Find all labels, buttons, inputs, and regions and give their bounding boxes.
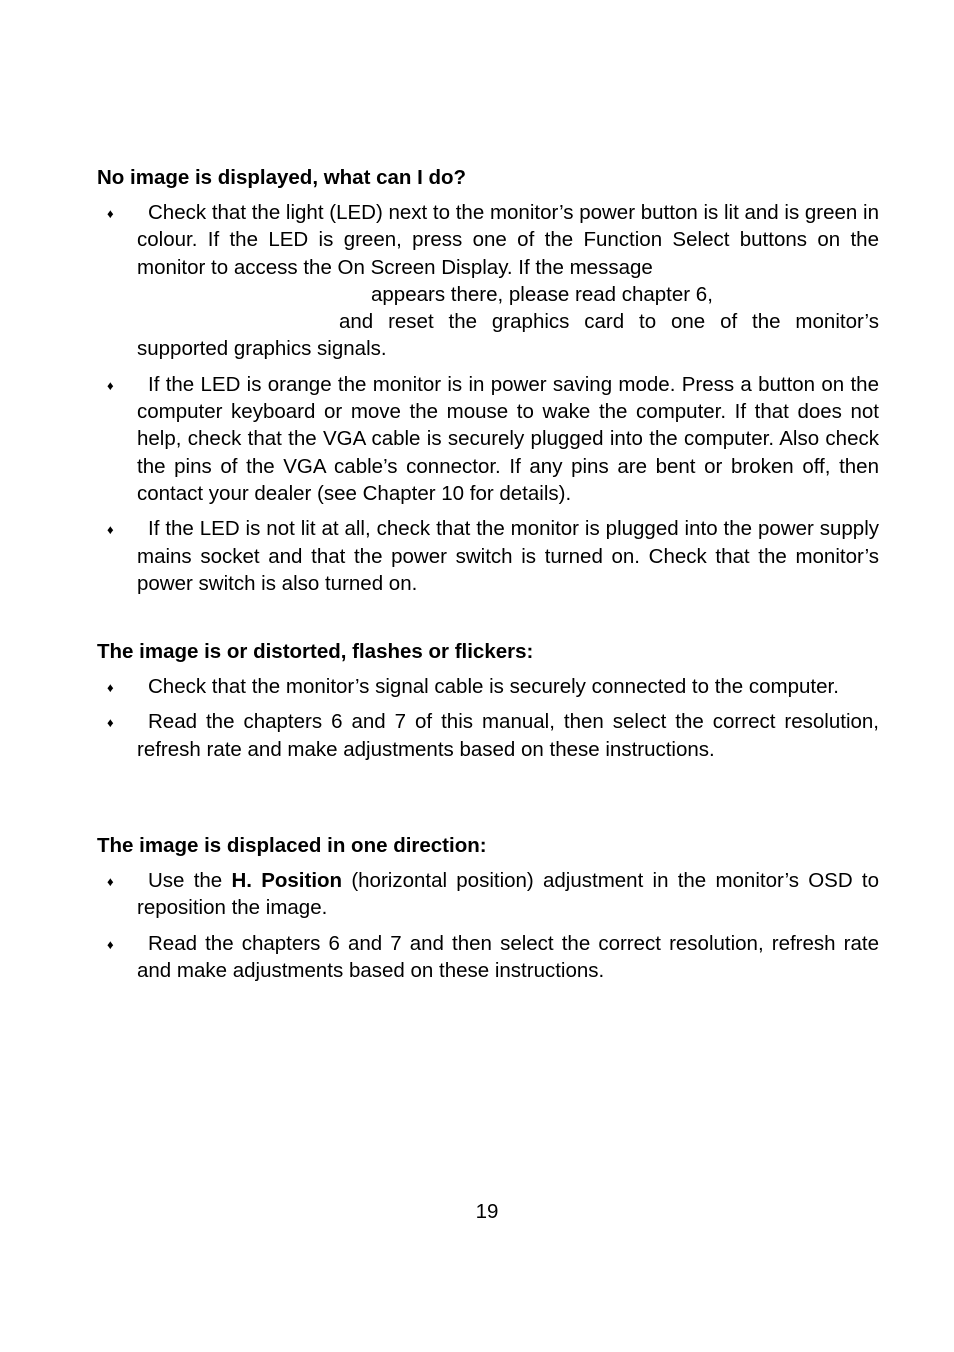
list-item (97, 867, 879, 922)
item-text: Read the chapters 6 and 7 of this manual, then select the correct resolution, refresh rate and make adjustments based on these instructions. (137, 710, 879, 761)
section-heading: No image is displayed, what can I do? (97, 166, 467, 189)
item-text: If the LED is orange the monitor is in power saving mode. Press a button on the computer keyboard or move the mouse to wake the computer. If that does not help, check that the VGA cable is securely plugged into the computer. Also check the pins of the VGA cable’s connector. If any pins are bent or broken off, then contact your dealer (see Chapter 10 for details). (137, 372, 879, 505)
item-text: Read the chapters 6 and 7 and then select the correct resolution, refresh rate and make adjustments based on these instructions. (137, 931, 879, 982)
item-text-continued: and reset the graphics card to one of the monitor’s (339, 310, 879, 334)
diamond-bullet-icon: ♦ (107, 874, 114, 889)
section-heading: The image is or distorted, flashes or flickers: (97, 640, 534, 663)
diamond-bullet-icon: ♦ (107, 206, 114, 221)
diamond-bullet-icon: ♦ (107, 522, 114, 538)
section-heading: The image is displaced in one direction: (97, 834, 487, 857)
list-item (97, 199, 879, 363)
section-displaced-image (97, 832, 879, 992)
item-text-continued: appears there, please read chapter 6, (371, 282, 713, 306)
diamond-bullet-icon: ♦ (107, 936, 114, 952)
list-item (97, 371, 879, 507)
diamond-bullet-icon: ♦ (107, 377, 114, 393)
section-distorted-image (97, 638, 879, 771)
list-item (97, 673, 879, 700)
section-no-image (97, 164, 879, 605)
page-number: 19 (475, 1200, 499, 1223)
item-text: Check that the light (LED) next to the monitor’s power button is lit and is green in colour. If the LED is green, press one of the Function Select buttons on the monitor to access the On Screen Display. If the message (137, 201, 879, 279)
list-item (97, 515, 879, 597)
item-text: (horizontal position) adjustment in the monitor’s OSD to reposition the image. (137, 869, 880, 920)
item-text-continued: supported graphics signals. (137, 337, 387, 361)
item-text: If the LED is not lit at all, check that the monitor is plugged into the power supply mains socket and that the power switch is turned on. Check that the monitor’s power switch is also turned on. (137, 517, 879, 595)
diamond-bullet-icon: ♦ (107, 715, 114, 731)
item-text: Use the (148, 869, 223, 892)
diamond-bullet-icon: ♦ (107, 680, 114, 695)
item-text-bold: H. Position (231, 869, 343, 892)
list-item (97, 708, 879, 763)
list-item (97, 930, 879, 985)
item-text: Check that the monitor’s signal cable is securely connected to the computer. (148, 675, 839, 698)
